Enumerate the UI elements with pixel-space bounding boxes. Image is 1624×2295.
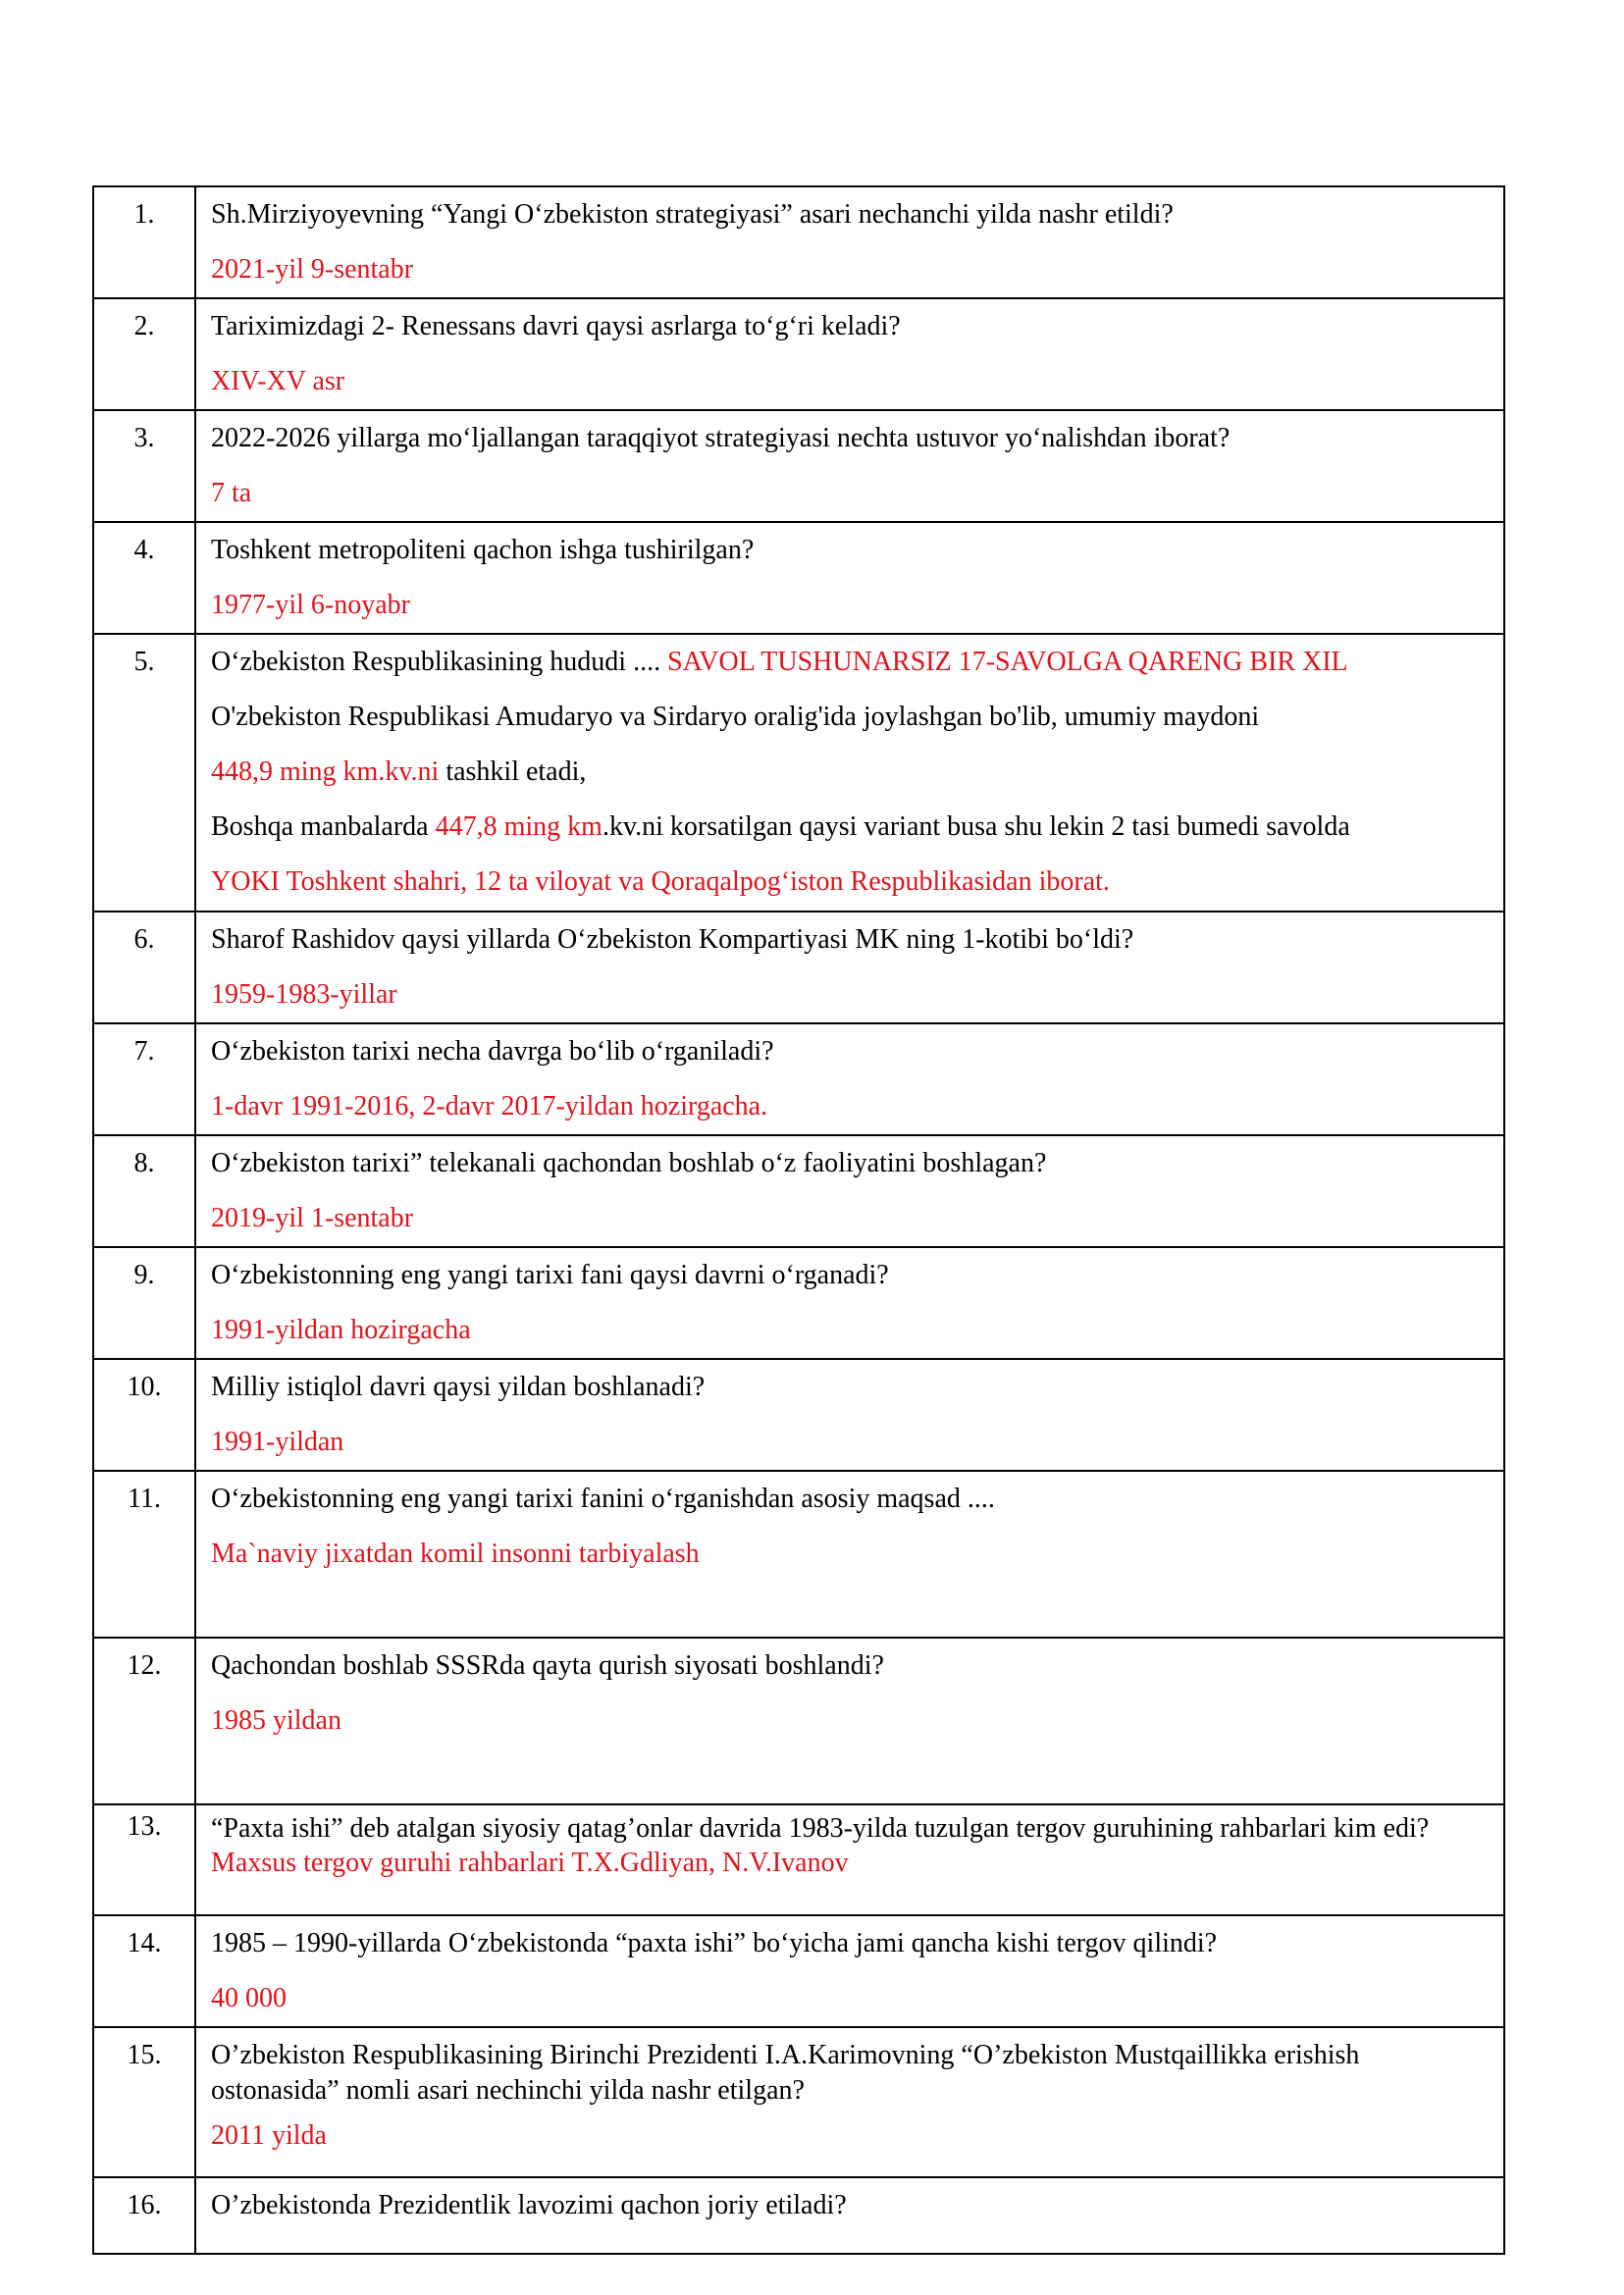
question-number: 14.	[93, 1915, 195, 2027]
table-row	[93, 1247, 1504, 1359]
answer-text: 1985 yildan	[211, 1705, 341, 1736]
question-number: 11.	[93, 1471, 195, 1638]
answer-text: Maxsus tergov guruhi rahbarlari T.X.Gdliyan, N.V.Ivanov	[211, 1848, 849, 1878]
table-row	[93, 912, 1504, 1023]
question-text: Sh.Mirziyoyevning “Yangi O‘zbekiston strategiyasi” asari nechanchi yilda nashr etildi?	[211, 199, 1174, 230]
explanation-line	[211, 800, 1488, 855]
question-cell	[195, 522, 1504, 634]
answer-text: 1991-yildan hozirgacha	[211, 1315, 471, 1345]
question-cell	[195, 1023, 1504, 1135]
question-cell	[195, 2177, 1504, 2254]
question-cell	[195, 1638, 1504, 1804]
question-number: 12.	[93, 1638, 195, 1804]
question-cell	[195, 1135, 1504, 1247]
answer-text: 1991-yildan	[211, 1427, 344, 1457]
question-text: O‘zbekiston tarixi necha davrga bo‘lib o‘rganiladi?	[211, 1036, 774, 1067]
question-text: 1985 – 1990-yillarda O‘zbekistonda “paxta ishi” bo‘yicha jami qancha kishi tergov qilindi?	[211, 1928, 1218, 1958]
answer-text: 2011 yilda	[211, 2120, 327, 2151]
explanation-text: tashkil etadi,	[439, 756, 587, 787]
question-text: Tariximizdagi 2- Renessans davri qaysi asrlarga to‘g‘ri keladi?	[211, 311, 901, 341]
table-row	[93, 1915, 1504, 2027]
table-row	[93, 1359, 1504, 1471]
answer-text: 2019-yil 1-sentabr	[211, 1203, 414, 1233]
table-row	[93, 634, 1504, 912]
explanation-text: Boshqa manbalarda	[211, 811, 436, 842]
question-text: Qachondan boshlab SSSRda qayta qurish siyosati boshlandi?	[211, 1650, 884, 1681]
question-cell	[195, 1471, 1504, 1638]
table-row	[93, 522, 1504, 634]
table-row	[93, 186, 1504, 298]
question-text-main: O‘zbekiston Respublikasining hududi ....	[211, 647, 661, 677]
question-number: 7.	[93, 1023, 195, 1135]
answer-text: 1-davr 1991-2016, 2-davr 2017-yildan hozirgacha.	[211, 1091, 768, 1121]
question-number: 10.	[93, 1359, 195, 1471]
question-number: 5.	[93, 634, 195, 912]
answer-text: 1959-1983-yillar	[211, 979, 397, 1010]
question-cell	[195, 2027, 1504, 2177]
question-text: O‘zbekistonning eng yangi tarixi fani qaysi davrni o‘rganadi?	[211, 1260, 889, 1290]
reviewer-note: SAVOL TUSHUNARSIZ 17-SAVOLGA QARENG BIR XIL	[667, 647, 1348, 677]
document-page	[92, 185, 1503, 2255]
question-number: 6.	[93, 912, 195, 1023]
question-text: O‘zbekistonning eng yangi tarixi fanini o‘rganishdan asosiy maqsad ....	[211, 1484, 995, 1514]
question-text: Toshkent metropoliteni qachon ishga tushirilgan?	[211, 535, 755, 565]
table-row	[93, 1804, 1504, 1915]
questions-table	[92, 185, 1505, 2255]
answer-text: XIV-XV asr	[211, 366, 345, 396]
area-value: 448,9 ming km.kv.ni	[211, 756, 440, 787]
area-value: 447,8 ming km	[435, 811, 602, 842]
answer-text: 7 ta	[211, 478, 252, 508]
table-row	[93, 1471, 1504, 1638]
question-cell	[195, 298, 1504, 410]
table-row	[93, 1638, 1504, 1804]
question-cell	[195, 1247, 1504, 1359]
question-number: 1.	[93, 186, 195, 298]
answer-text: 40 000	[211, 1983, 287, 2013]
question-cell	[195, 186, 1504, 298]
question-text	[211, 635, 1488, 690]
question-number: 8.	[93, 1135, 195, 1247]
question-number: 4.	[93, 522, 195, 634]
question-number: 3.	[93, 410, 195, 522]
answer-text: Ma`naviy jixatdan komil insonni tarbiyalash	[211, 1539, 700, 1569]
table-row	[93, 410, 1504, 522]
answer-text: 1977-yil 6-noyabr	[211, 590, 410, 620]
question-cell	[195, 1915, 1504, 2027]
explanation-line	[211, 745, 1488, 800]
question-text: O’zbekiston Respublikasining Birinchi Prezidenti I.A.Karimovning “O’zbekiston Mustqaillikka erishish ostonasida” nomli asari nechinchi yilda nashr etilgan?	[211, 2040, 1360, 2106]
question-cell	[195, 410, 1504, 522]
answer-text: 2021-yil 9-sentabr	[211, 254, 414, 285]
question-text: Milliy istiqlol davri qaysi yildan boshlanadi?	[211, 1372, 706, 1402]
answer-text: YOKI Toshkent shahri, 12 ta viloyat va Qoraqalpog‘iston Respublikasidan iborat.	[211, 866, 1110, 897]
explanation-line: O'zbekiston Respublikasi Amudaryo va Sirdaryo oralig'ida joylashgan bo'lib, umumiy maydoni	[211, 702, 1260, 732]
question-number: 13.	[93, 1804, 195, 1915]
question-cell	[195, 1359, 1504, 1471]
question-text: O’zbekistonda Prezidentlik lavozimi qachon joriy etiladi?	[211, 2190, 847, 2220]
question-cell	[195, 1804, 1504, 1915]
table-row	[93, 298, 1504, 410]
question-number: 2.	[93, 298, 195, 410]
table-row	[93, 2027, 1504, 2177]
question-text: “Paxta ishi” deb atalgan siyosiy qatag’onlar davrida 1983-yilda tuzulgan tergov guruhining rahbarlari kim edi?	[211, 1813, 1430, 1844]
question-cell	[195, 634, 1504, 912]
question-number: 15.	[93, 2027, 195, 2177]
table-row	[93, 1023, 1504, 1135]
question-number: 9.	[93, 1247, 195, 1359]
table-row	[93, 1135, 1504, 1247]
table-row	[93, 2177, 1504, 2254]
question-cell	[195, 912, 1504, 1023]
explanation-text: .kv.ni korsatilgan qaysi variant busa shu lekin 2 tasi bumedi savolda	[602, 811, 1350, 842]
question-text: 2022-2026 yillarga mo‘ljallangan taraqqiyot strategiyasi nechta ustuvor yo‘nalishdan iborat?	[211, 423, 1231, 453]
question-number: 16.	[93, 2177, 195, 2254]
question-text: Sharof Rashidov qaysi yillarda O‘zbekiston Kompartiyasi MK ning 1-kotibi bo‘ldi?	[211, 924, 1134, 955]
question-text: O‘zbekiston tarixi” telekanali qachondan boshlab o‘z faoliyatini boshlagan?	[211, 1148, 1047, 1178]
